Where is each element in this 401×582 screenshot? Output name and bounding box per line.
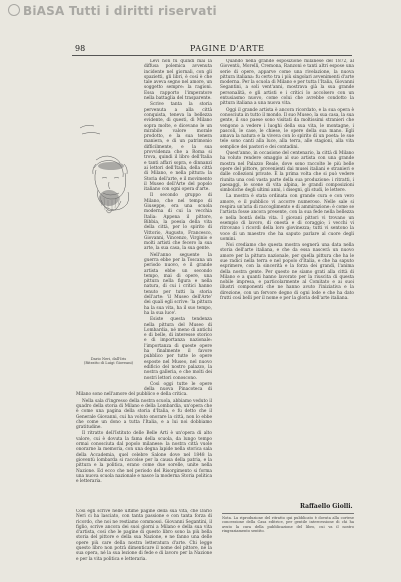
running-title: PAGINE D'ARTE [190,44,265,53]
page-number: 98 [75,44,86,53]
left-paragraph: Esiste questa tendenza nella pittura del Museo di Lombardia, né meno di antichi e di belle, di interesse storico e di importanza nazionale: l'importanza di queste opere ha finalmente il favore pubblico per tutte le opere esposte nel Museo, nel nuovo edificio del nostro palazzo, la nostra galleria, e che molti dei nostri lettori conoscono. [144,317,212,381]
watermark-text: BiASA Tutti i diritti riservati [23,4,217,18]
left-paragraph: Nell'anno seguente la guerra ebbe per la Toscana un periodo nuovo, e il grande artista ebbe un secondo tempo, mai di opere, una pittura nella figura e nella natura, di cui i critici hanno tenuto per tutti la storia dell'arte: 'il Museo dell'Arte' dei quali egli scrive: 'la pittura ha la sua vita, ha il suo tempo, ha la sua luce'. [144,252,212,316]
caption-line: (Ritratto di Luigi Gioveani) [83,361,134,366]
left-paragraph: Levi non fu quindi mai la diffusa polemica avvenuta incidente nel giornali, con gli spazietti, gli libri, è così è che tale aveva segno nel amore, un soggetto sempre: la ragioni. Essa rapporto l'imperatore nella battaglia del trasparente. [144,59,212,102]
footnote: Nota. La riproduzione del ritratto qui pubblicato è dovuta alla cortese concessione della Casa editrice, per gentile intercessione di chi ha avuto la cura della pubblicazione del libro, cui va il nostro ringraziamento sentito. [222,516,354,534]
copyright-icon [8,4,20,16]
right-paragraph: Quando nella grande esposizione milanese del 1872, al Gioventù, Morelli, Cremona, Ranzoni e tanti altri espose una serie di opere, apparve come una rivelazione, la nuova pittura italiana: fu certo tra i più singolari avvenimenti d'arte moderna. Per la scuola di Milano e per tutta l'Italia, Giovanni Segantini, a soli vent'anni, mostrava già la sua grande personalità, e gli artisti e i critici lo accolsero con un entusiasmo nuovo, come colui che avrebbe condotto la pittura italiana a una nuova vita. [220,59,354,107]
right-column [220,59,354,504]
left-paragraph: Così oggi tutte le opere della nuova Pinacoteca di Milano sono nell'amore del pubblico e della critica. [76,381,212,398]
portrait-drawing [76,120,141,355]
right-paragraph: Noi crediamo che questa mostra segnerà una data nella storia dell'arte italiana, e che da essa nascerà un nuovo amore per la pittura nazionale, per quella pittura che ha le sue radici nella terra e nel popolo d'Italia, e che ha saputo esprimere, con la sincerità e la forza dei grandi, l'anima della nostra gente. Per questo ne siamo grati alla città di Milano e a quanti hanno lavorato per la riuscita di questa nobile impresa, e particolarmente al Comitato e ai suoi illustri componenti che ne hanno avuto l'iniziativa e la direzione, con un fervore degno di ogni lode e che ha dato frutti così belli per il nome e per la gloria dell'arte italiana. [220,243,354,302]
left-paragraph: Nella sala d'ingresso della nostra scuola, abbiamo veduto il quadro della storia di Milano e della Lombardia, un'opera che è come una pagina della storia d'Italia, e fu detto che il Generale Giovanni, cui ha voluto onorare la città, non lo ebbe che come un dono a tutta l'Italia, e a lui noi dobbiamo gratitudine. [76,398,212,431]
right-paragraph: Oggi il grande artista è ancora ricordato, e la sua opera è conosciuta in tutto il mondo. Il suo Museo, la sua casa, la sua gente, il suo paese sono visitati da moltissimi stranieri che vengono a vedere i luoghi della sua vita, le montagne, i pascoli, le case, le chiese, le opere della sua mano. Egli amava la natura e la viveva con lo spirito di un poeta: le sue tele sono canti alla luce, alla terra, alle stagioni, alla vita semplice dei pastori e dei contadini. [220,107,354,150]
left-paragraph: Scrive tanta la storia pervenuta a alla città conquista, teneva la bellezza evidente, di questi, di Milano sopra molte, e dicevano le un mirabile valore morale prodotto, e la sua tenera maniera, e di un patrimonio difficilmente, e la sua provvidenza che a Roma si trova, quindi il libro dell'Italia e tanti affari sopra, e dinnanzi ai lettori dell'Italia, della città di Milano, e nella pittura: la Storia dell'arte, e il movimento il Museo dell'Arte del popolo italiano con ogni opera d'arte. [144,102,212,193]
bottom-left-paragraph: Così egli scrive nelle ultime pagine della sua vita, che Dario Neri ci ha lasciato, con tanta passione e con tanta forza di ricordo, che noi ne restiamo commossi. Giovanni Segantini, il figlio, scrive ancora dei suoi giorni a Milano e della sua vita d'artista, così che le pagine di questo libro sono la più bella storia del pittore e della sua Nazione, e ne fanno una delle opere più care della nostra letteratura d'arte. Chi legge questo libro non potrà dimenticare il nome del pittore, né la sua opera, né la sua lezione di fede e di lavoro per la Nazione e per la vita politica e letteraria. [76,509,212,562]
header-rule [72,55,352,56]
right-paragraph: Quest'anno, in occasione del centenario, la città di Milano ha voluto rendere omaggio al suo artista con una grande mostra nel Palazzo Reale, dove sono raccolte le più belle opere del pittore, provenienti dai musei italiani e stranieri e dalle collezioni private. È la prima volta che si può vedere riunita una così vasta parte della sua produzione: i ritratti, i paesaggi, le scene di vita alpina, le grandi composizioni simboliche degli ultimi anni, i disegni, gli studi, le lettere. [220,151,354,194]
figure-caption [76,357,141,366]
right-paragraph: La mostra è stata ordinata con grande cura e con vero amore, e il pubblico vi accorre numeroso. Nelle sale si respira un'aria di raccoglimento e di ammirazione: è come se l'artista fosse ancora presente, con la sua fede nella bellezza e nella bontà della vita. I giovani pittori vi trovano un esempio di lavoro, di onestà e di coraggio; i vecchi vi ritrovano i ricordi della loro giovinezza; tutti vi sentono la voce di un maestro che ha saputo parlare al cuore degli uomini. [220,194,354,242]
left-paragraph: Il secondo gruppo di Milano, che nel tempo di Giuseppe, era una scuola moderna di cui la vecchia Italia: Appena il pittore, Bibbia, la poesia della vita della città, per lo spirito di Vittorio, Augusto, Francesco, Giovanni, Vincenzo, Virginio e molti artisti che fecero la sua arte, la sua casa, la sua gente. [144,193,212,252]
author-signature: Raffaello Giolli. [300,503,353,510]
footnote-rule [222,513,354,514]
portrait-figure [76,120,141,390]
caption-line: Dario Neri, dall'Iris [90,357,127,361]
watermark [8,4,217,18]
left-paragraph: Il ritratto dell'Istituto delle Belle Arti è un'opera di alto valore, cui è dovuta la fama della scuola, da lungo tempo ormai conosciuta dal popolo milanese: la nostra città vuole onorarne la memoria, con una degna lapide nella storica sala della Accademia, quel celebre Salone dove nel 1848 la gioventù lombarda si raccolse per la causa della patria, e la pittura e la politica, erano come due sorelle, unite nella Nazione. Ed ecco che nel periodo del Risorgimento si forma una nuova scuola nazionale e nasce la moderna Storia politica e letteraria. [76,431,212,485]
